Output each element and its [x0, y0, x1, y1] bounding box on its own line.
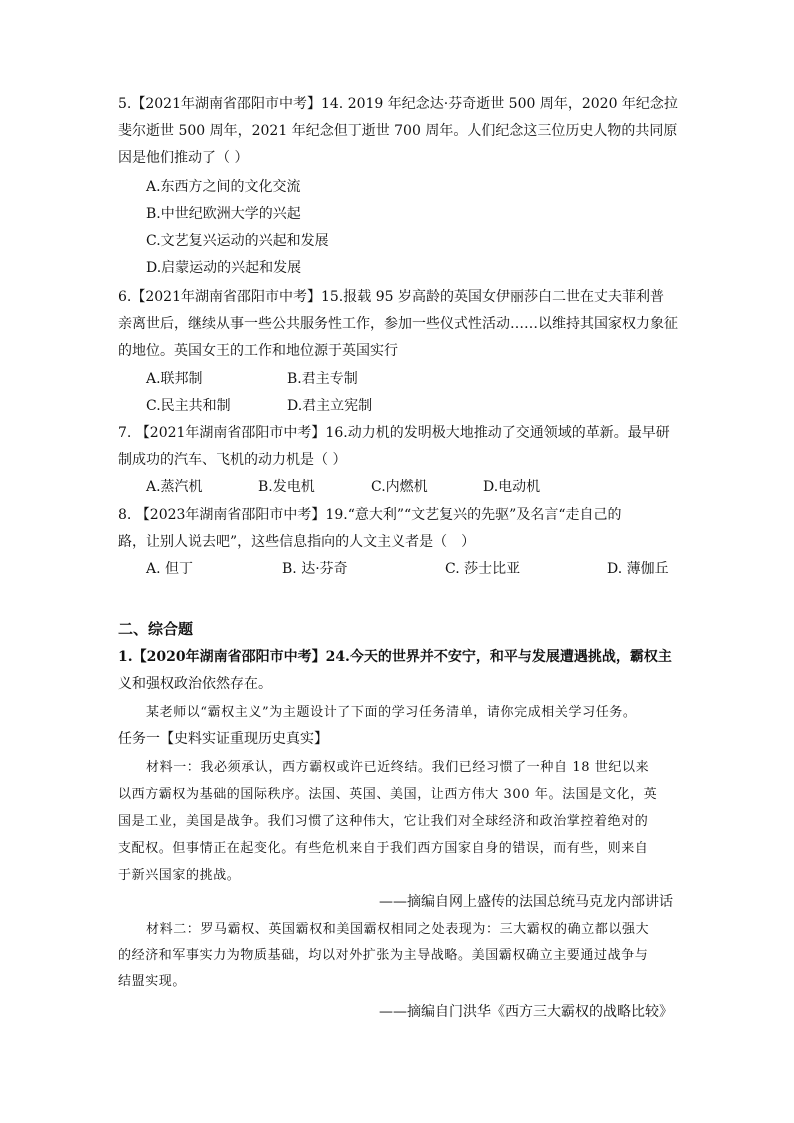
q5-option-a: A.东西方之间的文化交流 [146, 179, 301, 195]
material1-line2: 以西方霸权为基础的国际秩序。法国、英国、美国，让西方伟大 300 年。法国是文化，英 [118, 787, 658, 802]
q6-option-d: D.君主立宪制 [287, 398, 373, 414]
material2-line2: 的经济和军事实力为物质基础，均以对外扩张为主导战略。美国霸权确立主要通过战争与 [118, 948, 649, 963]
q5-stem-line1: 5.【2021年湖南省邵阳市中考】14. 2019 年纪念达·芬奇逝世 500 周年，2020 年纪念拉 [118, 96, 678, 112]
material1-source: ——摘编自网上盛传的法国总统马克龙内部讲话 [379, 894, 673, 910]
q8-option-a: A. 但丁 [146, 561, 194, 577]
q5-option-c: C.文艺复兴运动的兴起和发展 [146, 233, 329, 249]
q5-option-d: D.启蒙运动的兴起和发展 [146, 260, 302, 276]
task1-title: 任务一【史料实证重现历史真实】 [118, 731, 328, 747]
q7-stem-line1: 7. 【2021年湖南省邵阳市中考】16.动力机的发明极大地推动了交通领域的革新。最早研 [118, 425, 670, 441]
s2-q1-stem-text: 1.【2020年湖南省邵阳市中考】24.今天的世界并不安宁，和平与发展遭遇挑战，霸权主 [118, 649, 672, 665]
q8-stem-line1: 8. 【2023年湖南省邵阳市中考】19.“意大利”“文艺复兴的先驱”及名言“走自己的 [118, 507, 622, 523]
q5-stem-line2: 斐尔逝世 500 周年，2021 年纪念但丁逝世 700 周年。人们纪念这三位历史人物的共同原 [118, 123, 678, 139]
s2-q1-stem-line2: 义和强权政治依然存在。 [118, 676, 272, 692]
task-intro: 某老师以“霸权主义”为主题设计了下面的学习任务清单，请你完成相关学习任务。 [146, 705, 637, 720]
q7-option-b: B.发电机 [258, 479, 315, 495]
material2-line1: 材料二：罗马霸权、英国霸权和美国霸权相同之处表现为：三大霸权的确立都以强大 [146, 922, 650, 937]
q5-stem-line3: 因是他们推动了（ ） [118, 150, 249, 166]
q8-option-d: D. 薄伽丘 [607, 561, 669, 577]
q6-option-b: B.君主专制 [287, 371, 358, 387]
material2-source: ——摘编自门洪华《西方三大霸权的战略比较》 [379, 1004, 673, 1020]
q5-option-b: B.中世纪欧洲大学的兴起 [146, 206, 301, 222]
q8-stem-line2: 路，让别人说去吧”，这些信息指向的人文主义者是（ ） [118, 534, 476, 550]
material1-line5: 于新兴国家的挑战。 [118, 868, 241, 883]
material1-line4: 支配权。但事情正在起变化。有些危机来自于我们西方国家自身的错误，而有些，则来自 [118, 841, 649, 856]
q6-stem-line3: 的地位。英国女王的工作和地位源于英国实行 [118, 343, 398, 359]
q6-stem-line1: 6.【2021年湖南省邵阳市中考】15.报载 95 岁高龄的英国女伊丽莎白二世在丈夫菲利普 [118, 289, 664, 305]
material1-line3: 国是工业，美国是战争。我们习惯了这种伟大，它让我们对全球经济和政治掌控着绝对的 [118, 814, 649, 829]
q8-option-b: B. 达·芬奇 [282, 561, 348, 577]
q6-option-c: C.民主共和制 [146, 398, 231, 414]
q8-option-c: C. 莎士比亚 [445, 561, 521, 577]
q7-option-c: C.内燃机 [371, 479, 428, 495]
material1-line1: 材料一：我必须承认，西方霸权或许已近终结。我们已经习惯了一种自 18 世纪以来 [146, 760, 650, 775]
q7-option-d: D.电动机 [483, 479, 541, 495]
s2-q1-stem-line1 [118, 647, 672, 667]
q7-stem-line2: 制成功的汽车、飞机的动力机是（ ） [118, 452, 347, 468]
section-heading: 二、综合题 [118, 620, 194, 638]
q6-option-a: A.联邦制 [146, 371, 203, 387]
q7-option-a: A.蒸汽机 [146, 479, 203, 495]
q6-stem-line2: 亲离世后，继续从事一些公共服务性工作，参加一些仪式性活动……以维持其国家权力象征 [118, 316, 678, 332]
material2-line3: 结盟实现。 [118, 974, 187, 989]
